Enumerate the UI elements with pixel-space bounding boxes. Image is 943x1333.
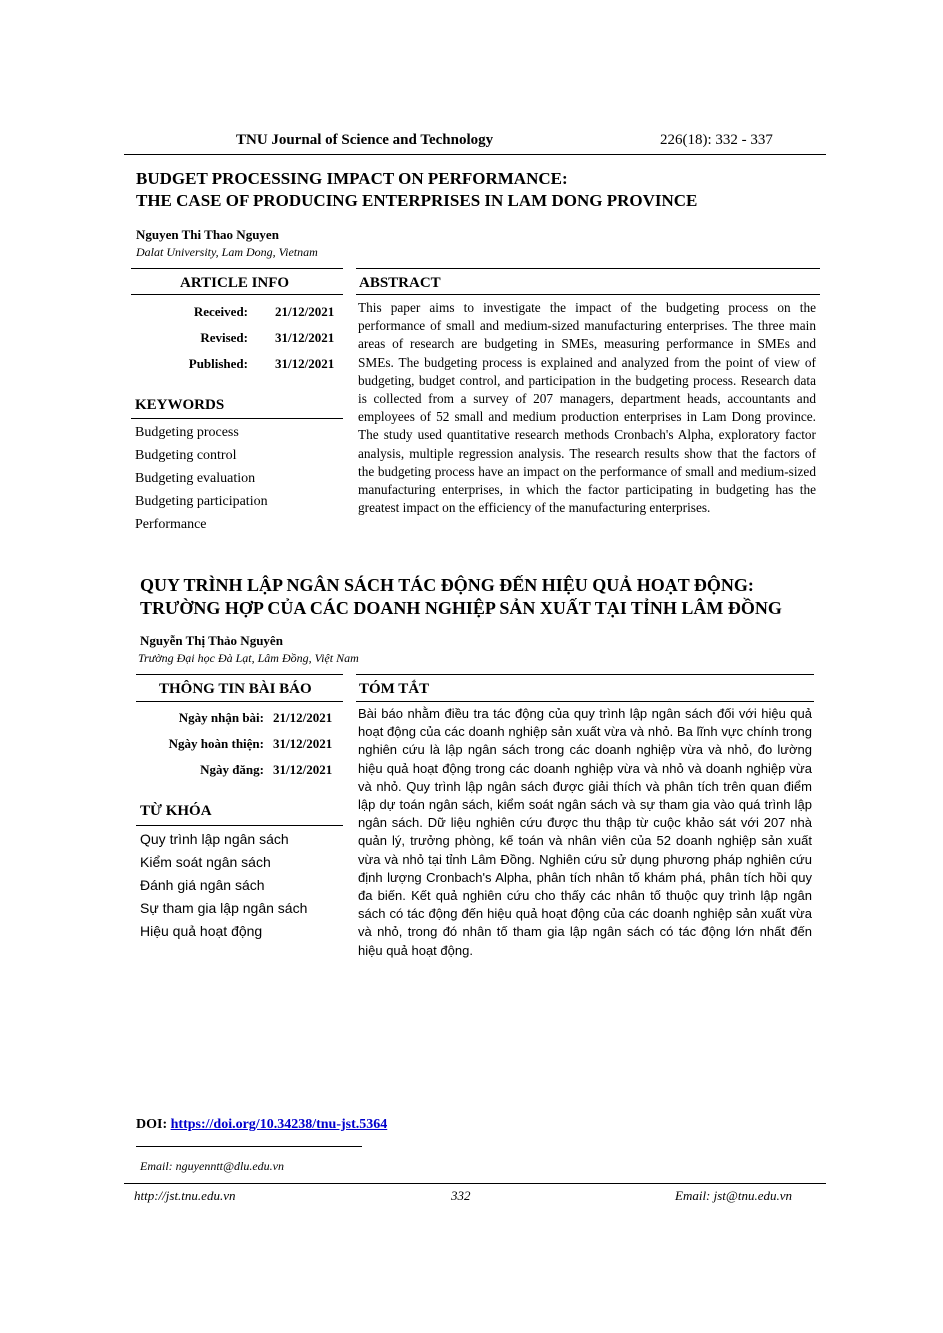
vi-received-date: 21/12/2021: [273, 710, 333, 725]
vietnamese-title-line1: QUY TRÌNH LẬP NGÂN SÁCH TÁC ĐỘNG ĐẾN HIỆU QUẢ HOẠT ĐỘNG:: [140, 575, 754, 595]
vietnamese-abstract-text: Bài báo nhằm điều tra tác động của quy trình lập ngân sách đối với hiệu quả hoạt động của các doanh nghiệp sản xuất vừa và nhỏ. Ba lĩnh vực chính trong nghiên cứu là lập ngân sách trong các doanh nghiệp vừa và nhỏ, đo lường hiệu quả hoạt động trong các doanh nghiệp vừa và nhỏ và doanh nghiệp vừa và nhỏ. Quy trình lập ngân sách được giải thích và phân tích trên quan điểm lập dự toán ngân sách, kiểm soát ngân sách và sự tham gia vào quá trình lập ngân sách. Dữ liệu nghiên cứu được thu thập từ cuộc khảo sát với 207 nhà quản lý, trưởng phòng, kế toán và nhân viên của 52 doanh nghiệp sản xuất vừa và nhỏ tại tỉnh Lâm Đồng. Nghiên cứu sử dụng phương pháp nghiên cứu định lượng Cronbach's Alpha, phân tích nhân tố khám phá, phân tích hồi quy đa biến. Kết quả nghiên cứu cho thấy các nhân tố thuộc quy trình lập ngân sách có tác động đến hiệu quả hoạt động của các doanh nghiệp sản xuất vừa và nhỏ, trong đó nhân tố tham gia lập ngân sách có tác động lớn nhất đến hiệu quả hoạt động.: [358, 706, 812, 958]
vi-revised-date: 31/12/2021: [273, 736, 333, 751]
vi-info-heading: THÔNG TIN BÀI BÁO: [159, 681, 312, 697]
header-rule: [124, 154, 826, 155]
doi-line: [136, 1117, 387, 1133]
vi-published-label: Ngày đăng:: [200, 762, 264, 777]
footer-rule: [124, 1183, 826, 1184]
vi-abstract-top-rule: [356, 674, 814, 675]
keyword-item: Budgeting evaluation: [135, 471, 256, 486]
vietnamese-author: Nguyễn Thị Thảo Nguyên: [140, 633, 283, 648]
vietnamese-title-line2: TRƯỜNG HỢP CỦA CÁC DOANH NGHIỆP SẢN XUẤT TẠI TỈNH LÂM ĐỒNG: [140, 598, 782, 618]
vi-keyword-item: Kiểm soát ngân sách: [140, 854, 271, 870]
vi-keywords-rule: [136, 825, 343, 826]
vi-abstract-sub-rule: [356, 701, 814, 702]
vi-keyword-item: Quy trình lập ngân sách: [140, 831, 289, 847]
abstract-sub-rule: [356, 294, 820, 295]
received-date: 21/12/2021: [275, 304, 335, 319]
english-title-line2: THE CASE OF PRODUCING ENTERPRISES IN LAM DONG PROVINCE: [136, 191, 698, 210]
doi-link[interactable]: https://doi.org/10.34238/tnu-jst.5364: [170, 1117, 388, 1132]
vi-keyword-item: Sự tham gia lập ngân sách: [140, 900, 308, 916]
author-email: Email: nguyenntt@dlu.edu.vn: [140, 1159, 285, 1173]
english-title-line1: BUDGET PROCESSING IMPACT ON PERFORMANCE:: [136, 169, 568, 188]
keyword-item: Budgeting control: [135, 448, 237, 463]
abstract-top-rule: [356, 268, 820, 269]
journal-pages: 226(18): 332 - 337: [660, 132, 773, 148]
article-info-top-rule: [131, 268, 343, 269]
vi-info-top-rule: [136, 674, 343, 675]
vi-published-date: 31/12/2021: [273, 762, 333, 777]
vi-keywords-heading: TỪ KHÓA: [140, 803, 212, 819]
revised-label: Revised:: [200, 330, 248, 345]
vi-received-label: Ngày nhận bài:: [178, 710, 264, 725]
footer-email: Email: jst@tnu.edu.vn: [675, 1188, 793, 1203]
vi-keyword-item: Hiệu quả hoạt động: [140, 923, 263, 939]
article-info-heading: ARTICLE INFO: [180, 275, 290, 291]
vi-abstract-heading: TÓM TẮT: [359, 681, 430, 697]
keywords-rule: [131, 418, 343, 419]
keyword-item: Budgeting process: [135, 425, 239, 440]
english-abstract-text: This paper aims to investigate the impact of the budgeting process on the performance of small and medium-sized manufacturing enterprises. The three main areas of research are budgeting in SMEs, measuring performance in SMEs and SMEs. The budgeting process is explained and analyzed from the point of view of budgeting, budget control, and participation in the budgeting process. Research data is collected from a survey of 207 managers, department heads, accountants and employees of 52 small and medium production enterprises in Lam Dong province. The study used quantitative research methods Cronbach's Alpha, exploratory factor analysis, multiple regression analysis. The research results show that the factors of the budgeting process have an impact on the performance of small and medium-sized manufacturing enterprises, in which the factor participating in budgeting has the greatest impact on the efficiency of the manufacturing enterprises.: [358, 300, 816, 516]
keyword-item: Performance: [135, 517, 207, 532]
doi-label: DOI:: [136, 1117, 168, 1132]
keyword-item: Budgeting participation: [135, 494, 268, 509]
published-label: Published:: [188, 356, 248, 371]
published-date: 31/12/2021: [275, 356, 335, 371]
english-author: Nguyen Thi Thao Nguyen: [136, 227, 279, 242]
vi-keyword-item: Đánh giá ngân sách: [140, 877, 265, 893]
article-info-sub-rule: [131, 294, 343, 295]
english-title: [136, 168, 697, 212]
vietnamese-affiliation: Trường Đại học Đà Lạt, Lâm Đồng, Việt Nam: [138, 651, 359, 665]
vi-info-sub-rule: [136, 701, 343, 702]
journal-name: TNU Journal of Science and Technology: [236, 132, 494, 148]
abstract-heading: ABSTRACT: [359, 275, 441, 291]
footer-url[interactable]: http://jst.tnu.edu.vn: [134, 1188, 236, 1203]
footnote-rule: [136, 1146, 362, 1147]
english-affiliation: Dalat University, Lam Dong, Vietnam: [136, 245, 318, 259]
revised-date: 31/12/2021: [275, 330, 335, 345]
footer-page-number: 332: [451, 1188, 471, 1203]
vi-revised-label: Ngày hoàn thiện:: [168, 736, 264, 751]
keywords-heading: KEYWORDS: [135, 397, 225, 413]
received-label: Received:: [193, 304, 248, 319]
vietnamese-title: [140, 574, 782, 620]
